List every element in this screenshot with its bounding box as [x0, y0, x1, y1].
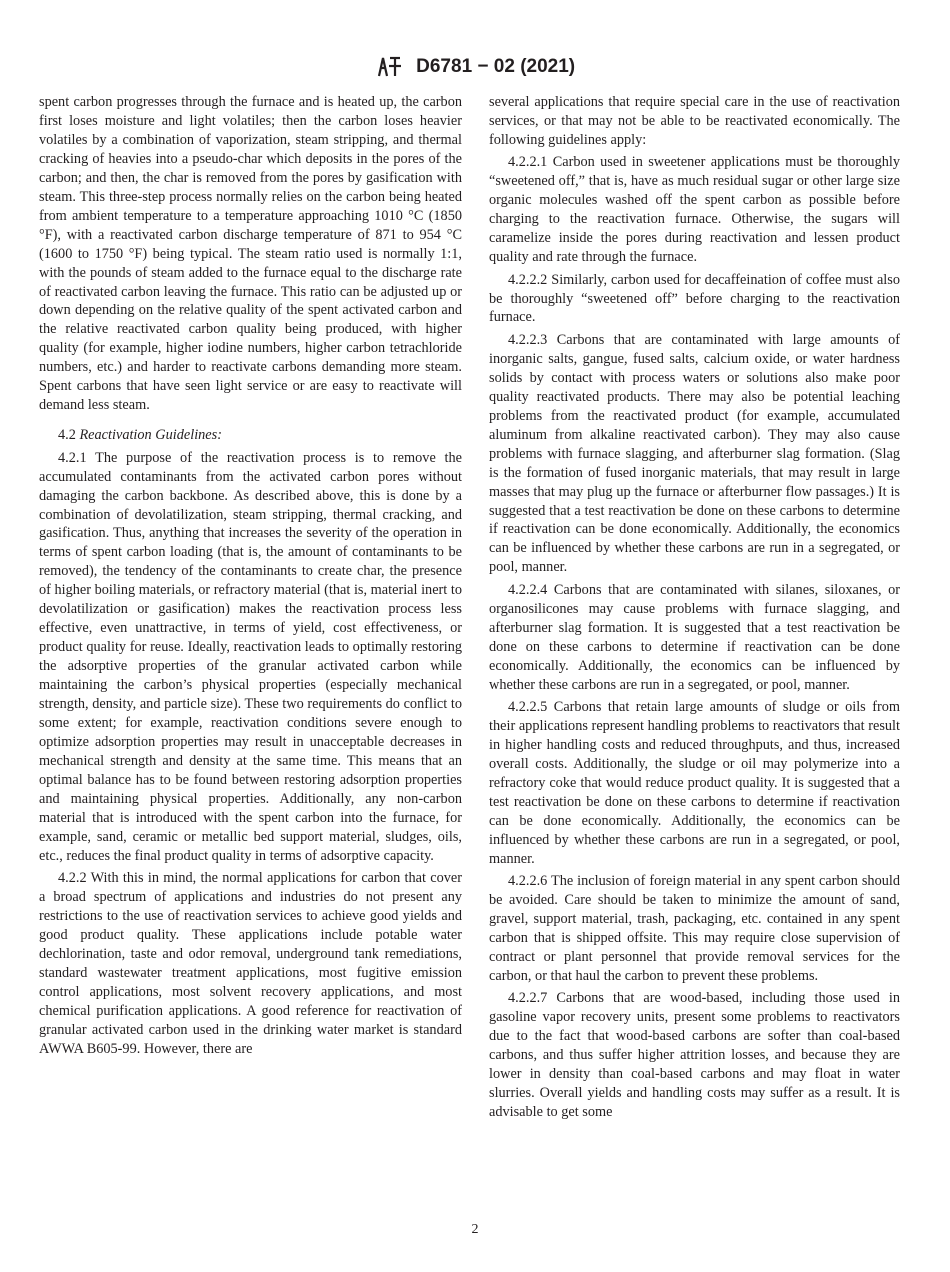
paragraph: 4.2.2.6 The inclusion of foreign material in any spent carbon should be avoided. Care should be taken to minimize the amount of sand, gravel, support material, trash, packaging, etc. contained in any spent carbon that is shipped offsite. This may require close supervision of contract or plant personnel that provide removal services for the carbon, or that haul the carbon to prevent these problems.	[489, 873, 900, 984]
paragraph: 4.2.1 The purpose of the reactivation process is to remove the accumulated contaminants from the activated carbon pores without damaging the carbon backbone. As described above, this is done by a combination of devolatilization, steam stripping, thermal cracking, and gasification. Thus, anything that increases the severity of the operation in terms of spent carbon loading (that is, the amount of contaminants to be removed), the tendency of the contaminants to create char, the presence of higher boiling materials, or refractory material (that is, material inert to devolatilization or gasification) makes the reactivation process less effective, even unattractive, in terms of yield, cost effectiveness, or product quality for reuse. Ideally, reactivation leads to optimally restoring the adsorptive properties of the granular activated carbon while maintaining the carbon’s physical properties (especially mechanical strength, density, and particle size). These two requirements do conflict to some extent; for example, reactivation conditions severe enough to optimize adsorption properties may result in unacceptable decreases in mechanical strength and density at the same time. This means that an optimal balance has to be found between restoring adsorption properties and maintaining physical properties. Additionally, any non-carbon material that is introduced with the spent carbon into the furnace, for example, sand, ceramic or metallic bed support material, sludges, oils, etc., reduces the final product quality in terms of adsorptive capacity.	[39, 449, 462, 864]
section-heading	[39, 426, 462, 445]
astm-logo-icon	[375, 54, 405, 80]
section-title: Reactivation Guidelines:	[79, 427, 222, 444]
left-column	[39, 93, 462, 1062]
section-number: 4.2	[58, 427, 76, 444]
paragraph: 4.2.2.5 Carbons that retain large amounts of sludge or oils from their applications represent handling problems to reactivators that result in higher handling costs and reduced throughputs, and thus, increased overall costs. Additionally, the sludge or oil may polymerize into a refractory coke that would reduce product quality. It is suggested that a test reactivation be done on these carbons to determine if reactivation can be done economically. Additionally, the economics can be influenced by whether these carbons are run in a segregated, or pool, manner.	[489, 699, 900, 867]
paragraph: 4.2.2.4 Carbons that are contaminated with silanes, siloxanes, or organosilicones may cause problems with furnace slagging, and afterburner slag formation. It is suggested that a test reactivation be done on these carbons to determine if reactivation can be done economically. Additionally, the economics can be influenced by whether these carbons are run in a segregated, or pool, manner.	[489, 581, 900, 693]
paragraph: 4.2.2.3 Carbons that are contaminated with large amounts of inorganic salts, gangue, fused salts, calcium oxide, or water hardness solids by contact with process waters or solutions also make poor quality reactivated products. There may also be potential leaching problems from the reactivated product (for example, accumulated aluminum from alkaline reactivated carbon). They may also cause problems with furnace slagging, and afterburner slag formation. (Slag is the formation of fused inorganic materials, that may result in large masses that may plug up the furnace or afterburner flow passages.) It is suggested that a test reactivation be done on these carbons to determine if reactivation can be done economically. Additionally, the economics can be influenced by whether these carbons are run in a segregated, or pool, manner.	[489, 331, 900, 576]
right-column	[489, 93, 900, 1126]
paragraph: several applications that require special care in the use of reactivation services, or that may not be able to be reactivated economically. The following guidelines apply:	[489, 94, 900, 148]
paragraph: 4.2.2.2 Similarly, carbon used for decaffeination of coffee must also be thoroughly “sweetened off” before charging to the reactivation furnace.	[489, 271, 900, 326]
paragraph: spent carbon progresses through the furnace and is heated up, the carbon first loses moisture and light volatiles; then the carbon loses heavier volatiles by a combination of vaporization, steam stripping, and thermal cracking of heavies into a pseudo-char which deposits in the pores of the carbon; and then, the char is removed from the pores by gasification with steam. This three-step process normally relies on the carbon being heated from ambient temperature to a temperature approaching 1010 °C (1850 °F), with a reactivated carbon discharge temperature of 871 to 954 °C (1600 to 1750 °F) being typical. The steam ratio used is normally 1:1, with the pounds of steam added to the furnace equal to the discharge rate of reactivated carbon leaving the furnace. This ratio can be adjusted up or down depending on the relative quality of the spent activated carbon and the relative reactivated carbon quality being produced, with higher quality (for example, higher iodine numbers, higher carbon tetrachloride numbers, etc.) and harder to reactivate carbons demanding more steam. Spent carbons that have seen light service or are easy to reactivate will demand less steam.	[39, 94, 462, 414]
paragraph: 4.2.2.1 Carbon used in sweetener applications must be thoroughly “sweetened off,” that is, have as much residual sugar or other large size organic molecules washed off the spent carbon as possible before charging to the reactivation furnace. Otherwise, the sugars will caramelize inside the pores during reactivation and lessen product quality and rate through the furnace.	[489, 154, 900, 266]
paragraph: 4.2.2.7 Carbons that are wood-based, including those used in gasoline vapor recovery units, present some problems to reactivators due to the fact that wood-based carbons are softer than coal-based carbons, and thus suffer higher attrition losses, and because they are lower in density than coal-based carbons and may float in water slurries. Overall yields and handling costs may suffer as a result. It is advisable to get some	[489, 990, 900, 1121]
paragraph: 4.2.2 With this in mind, the normal applications for carbon that cover a broad spectrum of applications and industries do not present any restrictions to the use of reactivation services to achieve good yields and good product quality. These applications include potable water dechlorination, taste and odor removal, underground tank remediations, standard wastewater treatment applications, most fugitive emission control applications, most solvent recovery applications, and most chemical purification applications. A good reference for reactivation of granular activated carbon used in the drinking water market is standard AWWA B605-99. However, there are	[39, 870, 462, 1057]
document-designation: D6781 − 02 (2021)	[416, 56, 576, 77]
page-header	[0, 54, 950, 80]
page-number: 2	[471, 1222, 479, 1237]
